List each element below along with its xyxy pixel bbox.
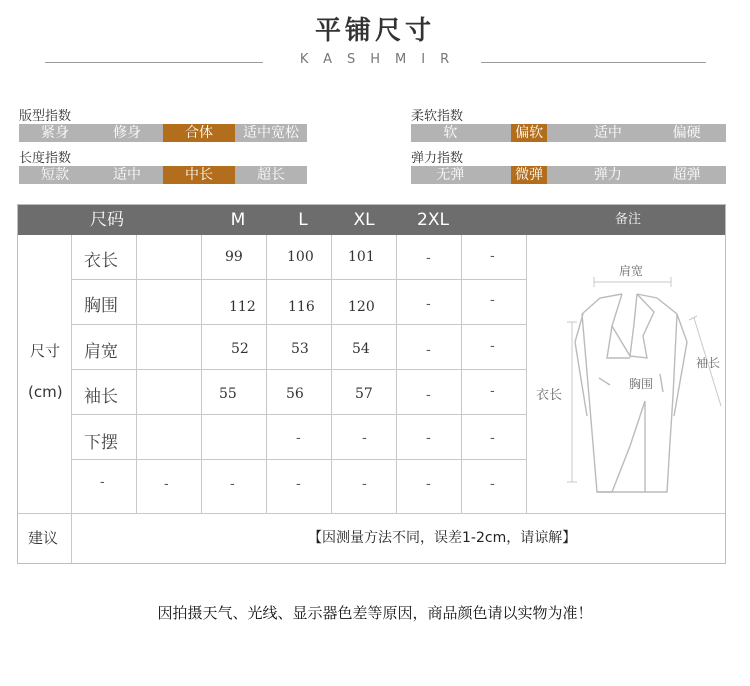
cell-chest-m: 112 bbox=[229, 299, 256, 315]
row-label-empty: - bbox=[100, 475, 105, 490]
coat-outline bbox=[575, 294, 687, 492]
cell-hem-xl: - bbox=[362, 431, 367, 446]
diagram-sleeve-label: 袖长 bbox=[695, 356, 721, 370]
cell-shoulder-2xl: - bbox=[426, 343, 431, 358]
cell-chest-l: 116 bbox=[288, 299, 315, 315]
fit-index-label: 版型指数 bbox=[19, 109, 72, 124]
fit-option: 修身 bbox=[113, 125, 141, 141]
cell-empty-l: - bbox=[296, 477, 301, 492]
cell-shoulder-extra: - bbox=[490, 339, 495, 354]
cell-length-m: 99 bbox=[225, 249, 243, 265]
softness-selected-label: 偏软 bbox=[511, 124, 547, 142]
cell-hem-extra: - bbox=[490, 431, 495, 446]
diagram-length-label: 衣长 bbox=[535, 388, 563, 403]
cell-chest-xl: 120 bbox=[348, 299, 375, 315]
side-label-size: 尺寸 bbox=[30, 342, 61, 360]
length-index-label: 长度指数 bbox=[19, 151, 72, 166]
fit-index-bar bbox=[19, 124, 307, 142]
softness-option: 适中 bbox=[593, 125, 622, 141]
cell-chest-2xl: - bbox=[426, 297, 431, 312]
row-label-shoulder: 肩宽 bbox=[84, 342, 118, 362]
grid-line bbox=[461, 235, 462, 513]
cell-sleeve-extra: - bbox=[490, 384, 495, 399]
elasticity-index-label: 弹力指数 bbox=[411, 151, 464, 166]
grid-line bbox=[396, 235, 397, 513]
cell-chest-extra: - bbox=[490, 293, 495, 308]
grid-line bbox=[266, 235, 267, 513]
cell-shoulder-m: 52 bbox=[231, 341, 249, 357]
table-header bbox=[18, 205, 725, 235]
length-index-bar bbox=[19, 166, 307, 184]
grid-line bbox=[71, 459, 527, 460]
row-label-sleeve: 袖长 bbox=[84, 387, 118, 407]
fit-option-selected: 合体 bbox=[163, 124, 235, 142]
fit-option: 紧身 bbox=[41, 125, 69, 141]
cell-sleeve-m: 55 bbox=[219, 386, 237, 402]
length-option: 超长 bbox=[257, 167, 285, 183]
row-label-length: 衣长 bbox=[84, 251, 118, 271]
suggest-text: 【因测量方法不同，误差1-2cm，请谅解】 bbox=[308, 530, 577, 546]
cell-shoulder-l: 53 bbox=[291, 341, 309, 357]
softness-option: 软 bbox=[443, 125, 458, 141]
footer-disclaimer: 因拍摄天气、光线、显示器色差等原因，商品颜色请以实物为准！ bbox=[157, 604, 593, 622]
side-label-unit: (cm) bbox=[28, 383, 63, 401]
length-option-selected: 中长 bbox=[163, 166, 235, 184]
cell-length-xl: 101 bbox=[348, 249, 375, 265]
softness-option: 偏硬 bbox=[672, 125, 701, 141]
header-xl: XL bbox=[353, 210, 375, 230]
header-m: M bbox=[230, 210, 246, 230]
row-label-chest: 胸围 bbox=[84, 296, 118, 316]
cell-empty-xl: - bbox=[362, 477, 367, 492]
softness-index-bar bbox=[411, 124, 726, 142]
elasticity-option: 弹力 bbox=[593, 167, 622, 183]
grid-line bbox=[18, 513, 725, 514]
diagram-shoulder-label: 肩宽 bbox=[618, 264, 644, 278]
cell-length-2xl: - bbox=[426, 251, 431, 266]
elasticity-selected-label: 微弹 bbox=[511, 166, 547, 184]
cell-sleeve-2xl: - bbox=[426, 388, 431, 403]
softness-option-selected bbox=[490, 124, 569, 142]
row-label-hem: 下摆 bbox=[84, 433, 118, 453]
cell-hem-2xl: - bbox=[426, 431, 431, 446]
elasticity-option-selected bbox=[490, 166, 569, 184]
cell-sleeve-xl: 57 bbox=[355, 386, 373, 402]
elasticity-index-bar bbox=[411, 166, 726, 184]
header-l: L bbox=[298, 210, 308, 230]
softness-index-label: 柔软指数 bbox=[411, 109, 464, 124]
grid-line bbox=[71, 369, 527, 370]
cell-sleeve-l: 56 bbox=[286, 386, 304, 402]
brand-subtitle: KASHMIR bbox=[299, 52, 465, 67]
cell-length-l: 100 bbox=[287, 249, 314, 265]
fit-option: 适中宽松 bbox=[243, 125, 299, 141]
elasticity-option: 无弹 bbox=[436, 167, 465, 183]
cell-shoulder-xl: 54 bbox=[352, 341, 370, 357]
length-option: 适中 bbox=[113, 167, 141, 183]
diagram-chest-label: 胸围 bbox=[628, 377, 654, 391]
grid-line bbox=[71, 324, 527, 325]
coat-measurement-diagram bbox=[527, 246, 726, 496]
grid-line bbox=[71, 279, 527, 280]
header-size: 尺码 bbox=[90, 210, 124, 230]
elasticity-option: 超弹 bbox=[672, 167, 701, 183]
cell-empty-m: - bbox=[230, 477, 235, 492]
grid-line bbox=[201, 235, 202, 513]
cell-hem-l: - bbox=[296, 431, 301, 446]
header-2xl: 2XL bbox=[417, 210, 449, 230]
cell-length-extra: - bbox=[490, 249, 495, 264]
cell-empty-c0: - bbox=[164, 477, 169, 492]
grid-line bbox=[136, 235, 137, 513]
grid-line bbox=[331, 235, 332, 513]
cell-empty-2xl: - bbox=[426, 477, 431, 492]
length-option: 短款 bbox=[41, 167, 69, 183]
cell-empty-extra: - bbox=[490, 477, 495, 492]
page-title: 平铺尺寸 bbox=[314, 16, 435, 46]
grid-line bbox=[71, 414, 527, 415]
suggest-label: 建议 bbox=[28, 529, 59, 547]
header-note: 备注 bbox=[614, 212, 641, 227]
